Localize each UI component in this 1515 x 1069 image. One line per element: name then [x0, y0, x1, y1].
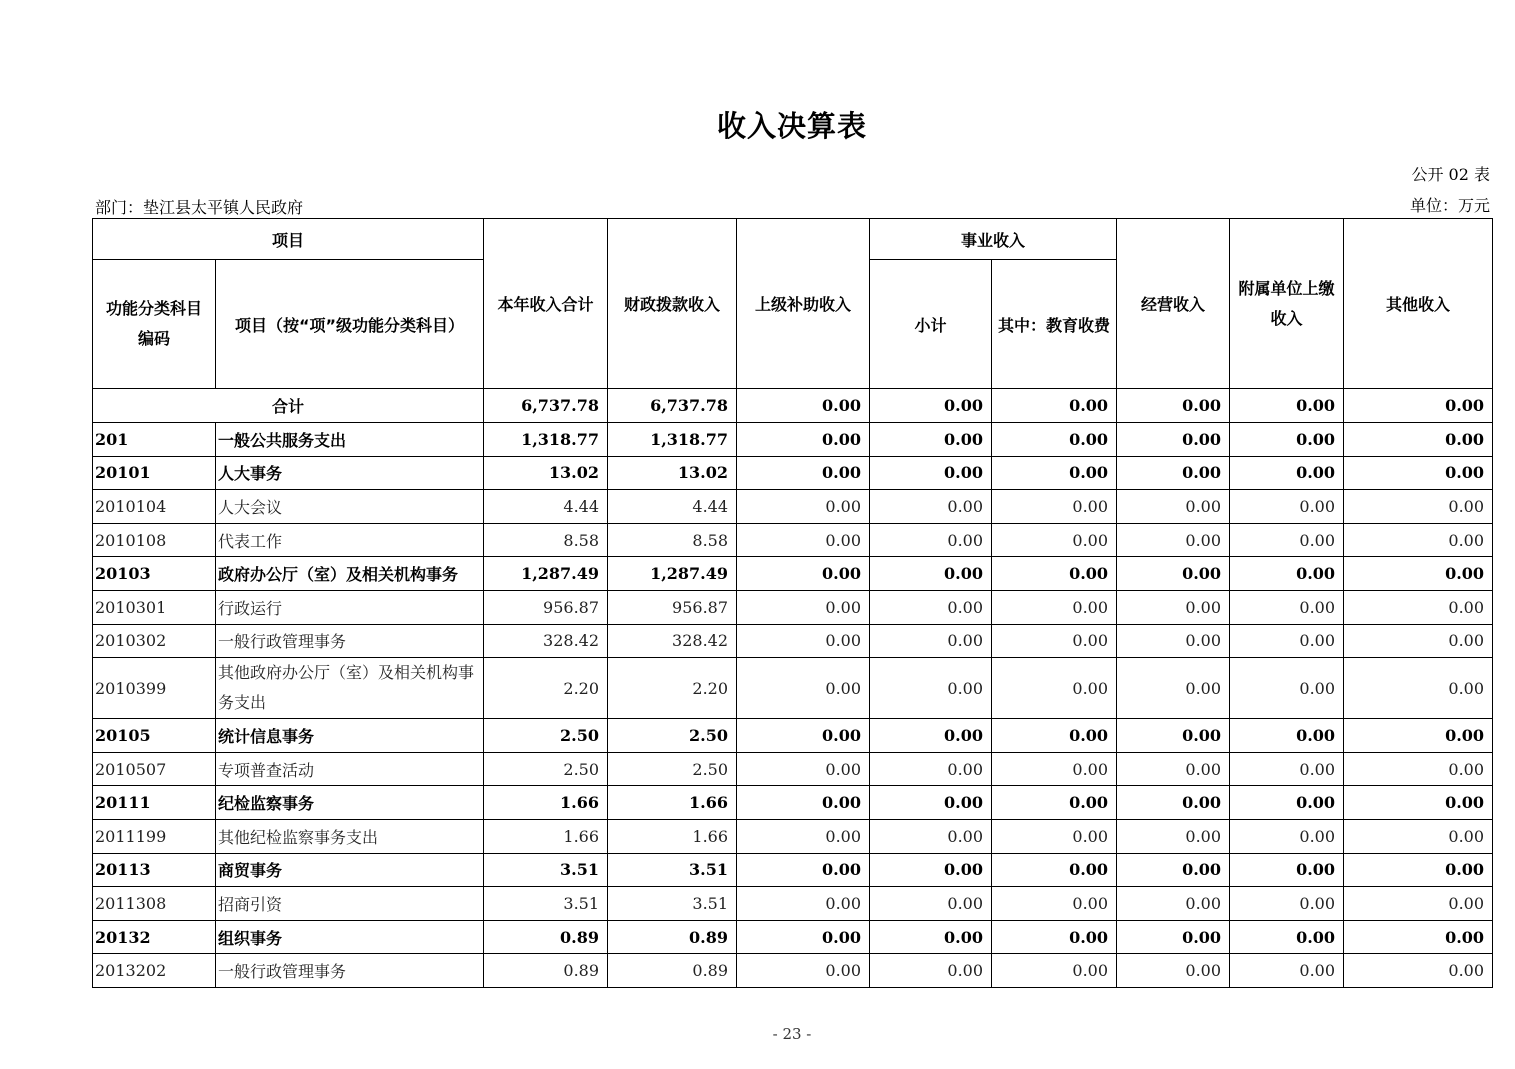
- row-value: 0.00: [1230, 954, 1344, 988]
- row-value: 0.00: [1117, 590, 1230, 624]
- row-code: 2010302: [93, 624, 216, 658]
- row-code: 2011199: [93, 819, 216, 853]
- row-value: 0.00: [992, 786, 1117, 820]
- row-value: 13.02: [484, 456, 608, 490]
- row-value: 0.00: [992, 819, 1117, 853]
- table-row: [93, 954, 1493, 988]
- row-value: 0.00: [992, 954, 1117, 988]
- row-value: 0.00: [992, 752, 1117, 786]
- row-value: 0.00: [1344, 456, 1493, 490]
- page-number: - 23 -: [772, 1025, 812, 1043]
- table-row: [93, 523, 1493, 557]
- table-row: [93, 819, 1493, 853]
- row-value: 0.00: [870, 752, 992, 786]
- row-value: 0.00: [737, 887, 870, 921]
- row-value: 956.87: [484, 590, 608, 624]
- row-value: 0.00: [1117, 887, 1230, 921]
- row-name: 一般行政管理事务: [216, 624, 484, 658]
- table-row: [93, 752, 1493, 786]
- row-value: 0.00: [870, 624, 992, 658]
- row-code: 20111: [93, 786, 216, 820]
- row-value: 0.00: [1230, 523, 1344, 557]
- row-code: 20132: [93, 920, 216, 954]
- row-value: 0.00: [737, 954, 870, 988]
- row-value: 2.20: [608, 658, 737, 719]
- header-affiliated: 附属单位上缴收入: [1230, 219, 1344, 389]
- row-value: 0.00: [1117, 819, 1230, 853]
- row-value: 0.00: [870, 557, 992, 591]
- row-value: 0.00: [992, 887, 1117, 921]
- total-label: 合计: [93, 389, 484, 423]
- table-row: [93, 920, 1493, 954]
- row-value: 0.00: [737, 920, 870, 954]
- header-other: 其他收入: [1344, 219, 1493, 389]
- row-name: 招商引资: [216, 887, 484, 921]
- row-value: 1,287.49: [484, 557, 608, 591]
- row-value: 0.00: [870, 954, 992, 988]
- table-row: [93, 887, 1493, 921]
- row-value: 0.00: [1344, 557, 1493, 591]
- row-value: 956.87: [608, 590, 737, 624]
- row-value: 0.00: [1117, 786, 1230, 820]
- row-value: 4.44: [484, 490, 608, 524]
- header-subtotal: 小计: [870, 260, 992, 389]
- row-value: 0.00: [737, 624, 870, 658]
- row-value: 0.00: [1117, 557, 1230, 591]
- row-value: 0.00: [1344, 920, 1493, 954]
- row-name: 商贸事务: [216, 853, 484, 887]
- row-value: 0.00: [1117, 523, 1230, 557]
- header-business: 事业收入: [870, 219, 1117, 260]
- row-value: 0.89: [484, 920, 608, 954]
- row-value: 1,318.77: [484, 423, 608, 457]
- row-value: 0.00: [1230, 423, 1344, 457]
- total-cell: 0.00: [737, 389, 870, 423]
- row-value: 0.00: [1344, 624, 1493, 658]
- header-name: 项目（按“项”级功能分类科目）: [216, 260, 484, 389]
- row-code: 20113: [93, 853, 216, 887]
- row-value: 0.00: [737, 456, 870, 490]
- row-value: 0.00: [737, 819, 870, 853]
- row-value: 0.00: [737, 786, 870, 820]
- row-value: 0.00: [992, 920, 1117, 954]
- row-name: 专项普查活动: [216, 752, 484, 786]
- row-code: 2010507: [93, 752, 216, 786]
- row-value: 0.00: [1230, 658, 1344, 719]
- row-value: 0.00: [1230, 624, 1344, 658]
- row-value: 0.00: [992, 590, 1117, 624]
- row-value: 0.00: [737, 719, 870, 753]
- row-name: 一般公共服务支出: [216, 423, 484, 457]
- row-name: 其他纪检监察事务支出: [216, 819, 484, 853]
- row-value: 2.50: [484, 752, 608, 786]
- table-row: [93, 786, 1493, 820]
- row-value: 0.00: [992, 456, 1117, 490]
- row-value: 8.58: [608, 523, 737, 557]
- row-value: 0.00: [992, 557, 1117, 591]
- row-value: 328.42: [484, 624, 608, 658]
- row-value: 1.66: [484, 819, 608, 853]
- row-value: 0.00: [992, 853, 1117, 887]
- row-value: 0.00: [737, 557, 870, 591]
- row-value: 0.00: [1230, 819, 1344, 853]
- header-education: 其中：教育收费: [992, 260, 1117, 389]
- row-value: 0.00: [1344, 887, 1493, 921]
- total-row: [93, 389, 1493, 423]
- row-value: 2.50: [484, 719, 608, 753]
- row-value: 0.89: [608, 920, 737, 954]
- row-value: 3.51: [608, 887, 737, 921]
- row-code: 2010108: [93, 523, 216, 557]
- row-name: 纪检监察事务: [216, 786, 484, 820]
- row-value: 0.00: [1117, 719, 1230, 753]
- total-cell: 6,737.78: [484, 389, 608, 423]
- row-value: 0.00: [1117, 954, 1230, 988]
- row-value: 0.00: [1344, 423, 1493, 457]
- row-value: 0.00: [870, 719, 992, 753]
- row-value: 0.00: [1117, 752, 1230, 786]
- row-value: 4.44: [608, 490, 737, 524]
- row-value: 0.00: [870, 920, 992, 954]
- row-value: 1.66: [608, 786, 737, 820]
- row-value: 0.00: [737, 523, 870, 557]
- row-value: 0.00: [1230, 719, 1344, 753]
- row-value: 0.89: [608, 954, 737, 988]
- row-code: 2010104: [93, 490, 216, 524]
- table-row: [93, 590, 1493, 624]
- header-operating: 经营收入: [1117, 219, 1230, 389]
- row-name: 组织事务: [216, 920, 484, 954]
- table-row: [93, 490, 1493, 524]
- unit-label: 单位：万元: [1409, 196, 1490, 215]
- row-value: 0.00: [1344, 954, 1493, 988]
- table-row: [93, 557, 1493, 591]
- row-value: 0.00: [1117, 658, 1230, 719]
- table-row: [93, 853, 1493, 887]
- row-value: 0.00: [1230, 920, 1344, 954]
- table-row: [93, 456, 1493, 490]
- row-value: 0.00: [992, 490, 1117, 524]
- row-value: 2.20: [484, 658, 608, 719]
- row-value: 0.00: [870, 490, 992, 524]
- row-value: 0.00: [1344, 658, 1493, 719]
- row-value: 0.00: [737, 423, 870, 457]
- row-code: 20103: [93, 557, 216, 591]
- header-row-1: [93, 219, 1493, 260]
- header-project: 项目: [93, 219, 484, 260]
- row-value: 0.00: [1230, 887, 1344, 921]
- row-name: 行政运行: [216, 590, 484, 624]
- row-value: 2.50: [608, 719, 737, 753]
- row-value: 0.00: [870, 523, 992, 557]
- row-value: 1,318.77: [608, 423, 737, 457]
- table-row: [93, 423, 1493, 457]
- row-name: 人大会议: [216, 490, 484, 524]
- row-code: 20105: [93, 719, 216, 753]
- row-value: 0.00: [1117, 853, 1230, 887]
- row-value: 0.00: [992, 624, 1117, 658]
- row-value: 0.00: [1117, 490, 1230, 524]
- row-value: 0.00: [1344, 819, 1493, 853]
- row-code: 2010301: [93, 590, 216, 624]
- row-value: 0.00: [1230, 752, 1344, 786]
- row-value: 0.00: [1117, 920, 1230, 954]
- row-value: 0.00: [1230, 456, 1344, 490]
- row-value: 0.00: [992, 523, 1117, 557]
- row-name: 代表工作: [216, 523, 484, 557]
- table-row: [93, 719, 1493, 753]
- row-value: 0.00: [1344, 590, 1493, 624]
- row-value: 0.00: [737, 490, 870, 524]
- row-value: 328.42: [608, 624, 737, 658]
- row-value: 2.50: [608, 752, 737, 786]
- row-value: 0.00: [1344, 786, 1493, 820]
- header-fiscal: 财政拨款收入: [608, 219, 737, 389]
- row-name: 统计信息事务: [216, 719, 484, 753]
- row-value: 0.00: [992, 719, 1117, 753]
- row-value: 0.00: [1230, 590, 1344, 624]
- table-row: [93, 658, 1493, 719]
- row-value: 0.00: [992, 423, 1117, 457]
- row-value: 0.00: [992, 658, 1117, 719]
- header-code: 功能分类科目编码: [93, 260, 216, 389]
- row-value: 13.02: [608, 456, 737, 490]
- row-code: 20101: [93, 456, 216, 490]
- row-value: 0.00: [1344, 853, 1493, 887]
- row-value: 0.00: [1344, 523, 1493, 557]
- row-value: 0.00: [737, 853, 870, 887]
- row-value: 0.89: [484, 954, 608, 988]
- row-value: 0.00: [1230, 557, 1344, 591]
- row-value: 0.00: [870, 456, 992, 490]
- row-value: 3.51: [608, 853, 737, 887]
- row-value: 0.00: [870, 658, 992, 719]
- row-value: 0.00: [1230, 490, 1344, 524]
- row-code: 201: [93, 423, 216, 457]
- page-title: 收入决算表: [716, 109, 867, 143]
- total-cell: 0.00: [992, 389, 1117, 423]
- row-value: 0.00: [870, 887, 992, 921]
- total-cell: 6,737.78: [608, 389, 737, 423]
- total-cell: 0.00: [1344, 389, 1493, 423]
- row-code: 2013202: [93, 954, 216, 988]
- row-value: 0.00: [1117, 456, 1230, 490]
- row-value: 0.00: [870, 590, 992, 624]
- total-cell: 0.00: [870, 389, 992, 423]
- row-value: 0.00: [1230, 853, 1344, 887]
- row-value: 0.00: [737, 658, 870, 719]
- total-cell: 0.00: [1230, 389, 1344, 423]
- table-row: [93, 624, 1493, 658]
- header-superior: 上级补助收入: [737, 219, 870, 389]
- row-value: 1,287.49: [608, 557, 737, 591]
- row-value: 0.00: [870, 819, 992, 853]
- row-value: 0.00: [737, 752, 870, 786]
- row-value: 0.00: [1230, 786, 1344, 820]
- row-code: 2010399: [93, 658, 216, 719]
- row-value: 0.00: [1344, 752, 1493, 786]
- row-code: 2011308: [93, 887, 216, 921]
- row-value: 0.00: [870, 423, 992, 457]
- department-label: 部门：垫江县太平镇人民政府: [95, 198, 304, 217]
- income-table: [92, 218, 1493, 988]
- total-cell: 0.00: [1117, 389, 1230, 423]
- header-total: 本年收入合计: [484, 219, 608, 389]
- row-value: 0.00: [1117, 624, 1230, 658]
- row-value: 1.66: [608, 819, 737, 853]
- row-value: 0.00: [737, 590, 870, 624]
- row-name: 人大事务: [216, 456, 484, 490]
- row-name: 政府办公厅（室）及相关机构事务: [216, 557, 484, 591]
- row-value: 0.00: [870, 786, 992, 820]
- row-value: 0.00: [1344, 719, 1493, 753]
- row-value: 3.51: [484, 853, 608, 887]
- row-value: 8.58: [484, 523, 608, 557]
- row-value: 1.66: [484, 786, 608, 820]
- row-name: 其他政府办公厅（室）及相关机构事务支出: [216, 658, 484, 719]
- row-value: 0.00: [1344, 490, 1493, 524]
- form-number: 公开 02 表: [1411, 165, 1490, 184]
- row-value: 0.00: [870, 853, 992, 887]
- row-value: 3.51: [484, 887, 608, 921]
- row-name: 一般行政管理事务: [216, 954, 484, 988]
- row-value: 0.00: [1117, 423, 1230, 457]
